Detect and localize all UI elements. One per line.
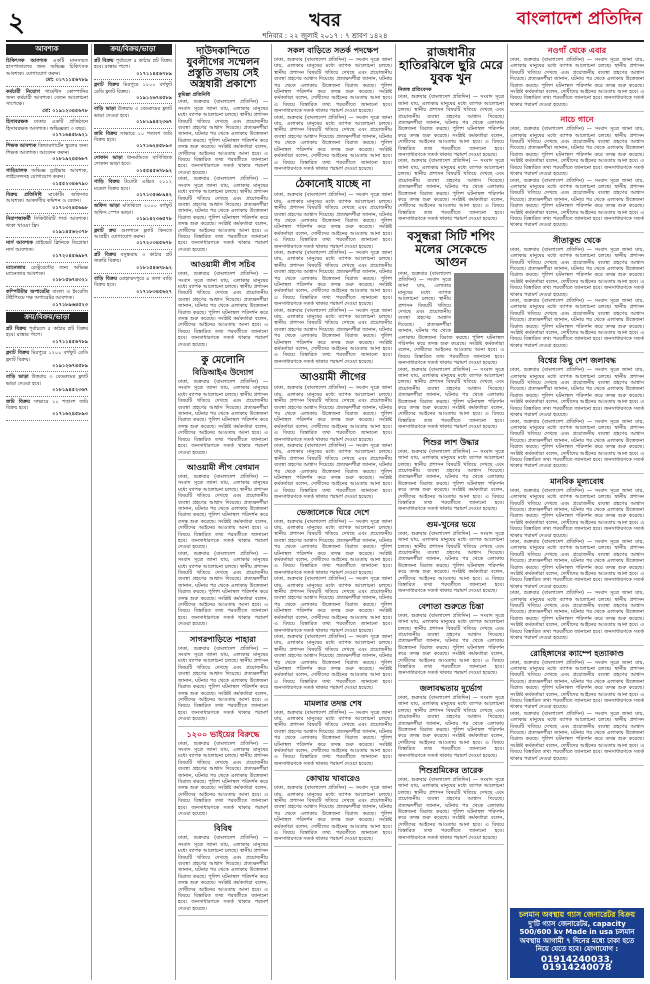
headline: রাজধানীর হাতিরঝিলে ছুরি মেরে যুবক খুন [399, 45, 503, 85]
article [274, 774, 392, 847]
ad-phone: মো: ০১৯১২৩৪৫৬৭৮ [42, 107, 88, 114]
ad-phone: ০১৯১২৬৭৪৫৮৯ [52, 363, 88, 370]
dateline: শনিবার : ২২ জুলাই ২০১৭ : ৭ শ্রাবণ ১৪২৪ [262, 32, 388, 40]
column-divider [507, 44, 508, 980]
headline: গুম-খুনের ভয়ে [426, 518, 476, 529]
article-body: ঢাকা, শুক্রবার (বাংলাদেশ প্রতিদিন) — সংবাদ সূত্রে জানা যায়, এলাকার মানুষের মধ্যে ব্যাপক আলোচনা চলছে। স্থানীয় প্রশাসন বিষয়টি খতিয়ে দেখছে এবং প্রয়োজনীয় ব্যবস্থা গ্রহণের আশ্বাস দিয়েছে। প্রত্যক্ষদর্শীরা জানান, ঘটনার পর থেকে এলাকায় উত্তেজনা বিরাজ করছে। পুলিশ ঘটনাস্থল পরিদর্শন করে তদন্ত শুরু করেছে। সংশ্লিষ্ট কর্মকর্তারা বলেন, দোষীদের আইনের আওতায় আনা হবে। এ বিষয়ে বিস্তারিত তথ্য পরবর্তীতে জানানো হবে। জনসাধারণকে সতর্ক থাকার পরামর্শ দেওয়া হয়েছে। [274, 57, 392, 115]
article-body: ঢাকা, শুক্রবার (বাংলাদেশ প্রতিদিন) — সংবাদ সূত্রে জানা যায়, এলাকার মানুষের মধ্যে ব্যাপক আলোচনা চলছে। স্থানীয় প্রশাসন বিষয়টি খতিয়ে দেখছে এবং প্রয়োজনীয় ব্যবস্থা গ্রহণের আশ্বাস দিয়েছে। প্রত্যক্ষদর্শীরা জানান, ঘটনার পর থেকে এলাকায় উত্তেজনা বিরাজ করছে। পুলিশ ঘটনাস্থল পরিদর্শন করে তদন্ত শুরু করেছে। সংশ্লিষ্ট কর্মকর্তারা বলেন, দোষীদের আইনের আওতায় আনা হবে। এ বিষয়ে বিস্তারিত তথ্য পরবর্তীতে জানানো হবে। জনসাধারণকে সতর্ক থাকার পরামর্শ দেওয়া হয়েছে। [398, 694, 504, 759]
ad-phone: ০১৭১৮৯৬৪৫২৩ [52, 301, 88, 308]
ad-title: জমি বিক্রয় [94, 130, 118, 137]
ad-phone: ০১৮১৯৪৫২৩৬৭ [136, 119, 172, 126]
article-body: ঢাকা, শুক্রবার (বাংলাদেশ প্রতিদিন) — সংবাদ সূত্রে জানা যায়, এলাকার মানুষের মধ্যে ব্যাপক আলোচনা চলছে। স্থানীয় প্রশাসন বিষয়টি খতিয়ে দেখছে এবং প্রয়োজনীয় ব্যবস্থা গ্রহণের আশ্বাস দিয়েছে। প্রত্যক্ষদর্শীরা জানান, ঘটনার পর থেকে এলাকায় উত্তেজনা বিরাজ করছে। পুলিশ ঘটনাস্থল পরিদর্শন করে তদন্ত শুরু করেছে। সংশ্লিষ্ট কর্মকর্তারা বলেন, দোষীদের আইনের আওতায় আনা হবে। এ বিষয়ে বিস্তারিত তথ্য পরবর্তীতে জানানো হবে। জনসাধারণকে সতর্ক থাকার পরামর্শ দেওয়া হয়েছে। [274, 385, 392, 443]
article-body: ঢাকা, শুক্রবার (বাংলাদেশ প্রতিদিন) — সংবাদ সূত্রে জানা যায়, এলাকার মানুষের মধ্যে ব্যাপক আলোচনা চলছে। স্থানীয় প্রশাসন বিষয়টি খতিয়ে দেখছে এবং প্রয়োজনীয় ব্যবস্থা গ্রহণের আশ্বাস দিয়েছে। প্রত্যক্ষদর্শীরা জানান, ঘটনার পর থেকে এলাকায় উত্তেজনা বিরাজ করছে। পুলিশ ঘটনাস্থল পরিদর্শন করে তদন্ত শুরু করেছে। সংশ্লিষ্ট কর্মকর্তারা বলেন, দোষীদের আইনের আওতায় আনা হবে। এ বিষয়ে বিস্তারিত তথ্য পরবর্তীতে জানানো হবে। জনসাধারণকে সতর্ক থাকার পরামর্শ দেওয়া হয়েছে। [274, 442, 392, 501]
article-body: ঢাকা, শুক্রবার (বাংলাদেশ প্রতিদিন) — সংবাদ সূত্রে জানা যায়, এলাকার মানুষের মধ্যে ব্যাপক আলোচনা চলছে। স্থানীয় প্রশাসন বিষয়টি খতিয়ে দেখছে এবং প্রয়োজনীয় ব্যবস্থা গ্রহণের আশ্বাস দিয়েছে। প্রত্যক্ষদর্শীরা জানান, ঘটনার পর থেকে এলাকায় উত্তেজনা বিরাজ করছে। পুলিশ ঘটনাস্থল পরিদর্শন করে তদন্ত শুরু করেছে। সংশ্লিষ্ট কর্মকর্তারা বলেন, দোষীদের আইনের আওতায় আনা হবে। এ বিষয়ে বিস্তারিত তথ্য পরবর্তীতে জানানো হবে। জনসাধারণকে সতর্ক থাকার পরামর্শ দেওয়া হয়েছে। [274, 785, 392, 843]
ad-phone: ০১৭২০৪৫৬৯৮৭ [52, 253, 88, 260]
classified-ad [94, 81, 172, 104]
ad-phone: ০১৮১৫৪৬৭৮৯২ [136, 264, 172, 271]
article-body: ঢাকা, শুক্রবার (বাংলাদেশ প্রতিদিন) — সংবাদ সূত্রে জানা যায়, এলাকার মানুষের মধ্যে ব্যাপক আলোচনা চলছে। স্থানীয় প্রশাসন বিষয়টি খতিয়ে দেখছে এবং প্রয়োজনীয় ব্যবস্থা গ্রহণের আশ্বাস দিয়েছে। প্রত্যক্ষদর্শীরা জানান, ঘটনার পর থেকে এলাকায় উত্তেজনা বিরাজ করছে। পুলিশ ঘটনাস্থল পরিদর্শন করে তদন্ত শুরু করেছে। সংশ্লিষ্ট কর্মকর্তারা বলেন, দোষীদের আইনের আওতায় আনা হবে। এ বিষয়ে বিস্তারিত তথ্য পরবর্তীতে জানানো হবে। জনসাধারণকে সতর্ক থাকার পরামর্শ দেওয়া হয়েছে। [510, 298, 644, 349]
headline: আওয়ামী লীগ সচিব [190, 259, 256, 270]
classified-ad [94, 275, 172, 298]
ad-phone: ০১৭১১৪৫৬৭৮৯ [136, 70, 172, 77]
article [274, 372, 392, 504]
classified-column-2 [94, 44, 172, 980]
ad-title: হিসাবরক্ষক [6, 119, 28, 126]
article-body: ঢাকা, শুক্রবার (বাংলাদেশ প্রতিদিন) — সংবাদ সূত্রে জানা যায়, এলাকার মানুষের মধ্যে ব্যাপক আলোচনা চলছে। স্থানীয় প্রশাসন বিষয়টি খতিয়ে দেখছে এবং প্রয়োজনীয় ব্যবস্থা গ্রহণের আশ্বাস দিয়েছে। প্রত্যক্ষদর্শীরা জানান, ঘটনার পর থেকে এলাকায় উত্তেজনা বিরাজ করছে। পুলিশ ঘটনাস্থল পরিদর্শন করে তদন্ত শুরু করেছে। সংশ্লিষ্ট কর্মকর্তারা বলেন, দোষীদের আইনের আওতায় আনা হবে। এ বিষয়ে বিস্তারিত তথ্য পরবর্তীতে জানানো হবে। জনসাধারণকে সতর্ক থাকার পরামর্শ দেওয়া হয়েছে। [178, 740, 268, 817]
headline: শিশুশ্রমিকের তারেক [419, 764, 483, 775]
article-body: ঢাকা, শুক্রবার (বাংলাদেশ প্রতিদিন) — সংবাদ সূত্রে জানা যায়, এলাকার মানুষের মধ্যে ব্যাপক আলোচনা চলছে। স্থানীয় প্রশাসন বিষয়টি খতিয়ে দেখছে এবং প্রয়োজনীয় ব্যবস্থা গ্রহণের আশ্বাস দিয়েছে। প্রত্যক্ষদর্শীরা জানান, ঘটনার পর থেকে এলাকায় উত্তেজনা বিরাজ করছে। পুলিশ ঘটনাস্থল পরিদর্শন করে তদন্ত শুরু করেছে। সংশ্লিষ্ট কর্মকর্তারা বলেন, দোষীদের আইনের আওতায় আনা হবে। এ বিষয়ে বিস্তারিত তথ্য পরবর্তীতে জানানো হবে। জনসাধারণকে সতর্ক থাকার পরামর্শ দেওয়া হয়েছে। [398, 94, 504, 159]
ad-body: বাংলা ও ইংরেজি টাইপিংয়ে দক্ষ অপারেটর আবশ্যক। [6, 288, 88, 302]
ad-body: উত্তরায় ৩ বেডরুমের ফ্ল্যাট ভাড়া দেওয়া হবে। [94, 106, 172, 119]
article-body: ঢাকা, শুক্রবার (বাংলাদেশ প্রতিদিন) — সংবাদ সূত্রে জানা যায়, এলাকার মানুষের মধ্যে ব্যাপক আলোচনা চলছে। স্থানীয় প্রশাসন বিষয়টি খতিয়ে দেখছে এবং প্রয়োজনীয় ব্যবস্থা গ্রহণের আশ্বাস দিয়েছে। প্রত্যক্ষদর্শীরা জানান, ঘটনার পর থেকে এলাকায় উত্তেজনা বিরাজ করছে। পুলিশ ঘটনাস্থল পরিদর্শন করে তদন্ত শুরু করেছে। সংশ্লিষ্ট কর্মকর্তারা বলেন, দোষীদের আইনের আওতায় আনা হবে। এ বিষয়ে বিস্তারিত তথ্য পরবর্তীতে জানানো হবে। জনসাধারণকে সতর্ক থাকার পরামর্শ দেওয়া হয়েছে। [510, 246, 644, 298]
classified-ad [6, 325, 88, 348]
ad-body: মতিঝিলে ২০০০ বর্গফুট অফিস স্পেস ভাড়া। [94, 203, 172, 216]
headline: সীতাকুন্ড থেকে [553, 234, 601, 245]
headline: দাউদকান্দিতে যুবলীগের সম্মেলন প্রস্তুতি সভায় সেই অস্ত্রধারী প্রকাশ্যে [186, 46, 260, 90]
article [398, 766, 504, 845]
newspaper-logo: বাংলাদেশ প্রতিদিন [516, 9, 642, 29]
classified-ad [6, 373, 88, 396]
article [510, 649, 644, 767]
ad-title: কর্মচারী নিয়োগ [6, 88, 40, 95]
article-body: ঢাকা, শুক্রবার (বাংলাদেশ প্রতিদিন) — সংবাদ সূত্রে জানা যায়, এলাকার মানুষের মধ্যে ব্যাপক আলোচনা চলছে। স্থানীয় প্রশাসন বিষয়টি খতিয়ে দেখছে এবং প্রয়োজনীয় ব্যবস্থা গ্রহণের আশ্বাস দিয়েছে। প্রত্যক্ষদর্শীরা জানান, ঘটনার পর থেকে এলাকায় উত্তেজনা বিরাজ করছে। পুলিশ ঘটনাস্থল পরিদর্শন করে তদন্ত শুরু করেছে। সংশ্লিষ্ট কর্মকর্তারা বলেন, দোষীদের আইনের আওতায় আনা হবে। এ বিষয়ে বিস্তারিত তথ্য পরবর্তীতে জানানো হবে। জনসাধারণকে সতর্ক থাকার পরামর্শ দেওয়া হয়েছে। [510, 487, 644, 539]
article [274, 179, 392, 369]
ad-body: বসুন্ধরায় ৩ কাঠার প্লট জরুরি বিক্রয়। [94, 251, 172, 265]
headline: মামলার তদন্ত শেষ [304, 697, 362, 708]
headline: ঠেকানোই যাচ্ছে না [295, 179, 371, 191]
article-body: ঢাকা, শুক্রবার (বাংলাদেশ প্রতিদিন) — সংবাদ সূত্রে জানা যায়, এলাকার মানুষের মধ্যে ব্যাপক আলোচনা চলছে। স্থানীয় প্রশাসন বিষয়টি খতিয়ে দেখছে এবং প্রয়োজনীয় ব্যবস্থা গ্রহণের আশ্বাস দিয়েছে। প্রত্যক্ষদর্শীরা জানান, ঘটনার পর থেকে এলাকায় উত্তেজনা বিরাজ করছে। পুলিশ ঘটনাস্থল পরিদর্শন করে তদন্ত শুরু করেছে। সংশ্লিষ্ট কর্মকর্তারা বলেন, দোষীদের আইনের আওতায় আনা হবে। এ বিষয়ে বিস্তারিত তথ্য পরবর্তীতে জানানো হবে। জনসাধারণকে সতর্ক থাকার পরামর্শ দেওয়া হয়েছে। [274, 307, 392, 365]
classified-column-1 [6, 44, 88, 980]
subheadline: বিডিআইএ উদ্যোগ [192, 367, 254, 378]
article-body: ঢাকা, শুক্রবার (বাংলাদেশ প্রতিদিন) — সংবাদ সূত্রে জানা যায়, এলাকার মানুষের মধ্যে ব্যাপক আলোচনা চলছে। স্থানীয় প্রশাসন বিষয়টি খতিয়ে দেখছে এবং প্রয়োজনীয় ব্যবস্থা গ্রহণের আশ্বাস দিয়েছে। প্রত্যক্ষদর্শীরা জানান, ঘটনার পর থেকে এলাকায় উত্তেজনা বিরাজ করছে। পুলিশ ঘটনাস্থল পরিদর্শন করে তদন্ত শুরু করেছে। সংশ্লিষ্ট কর্মকর্তারা বলেন, দোষীদের আইনের আওতায় আনা হবে। এ বিষয়ে বিস্তারিত তথ্য পরবর্তীতে জানানো হবে। জনসাধারণকে সতর্ক থাকার পরামর্শ দেওয়া হয়েছে। [398, 158, 504, 223]
article-body: ঢাকা, শুক্রবার (বাংলাদেশ প্রতিদিন) — সংবাদ সূত্রে জানা যায়, এলাকার মানুষের মধ্যে ব্যাপক আলোচনা চলছে। স্থানীয় প্রশাসন বিষয়টি খতিয়ে দেখছে এবং প্রয়োজনীয় ব্যবস্থা গ্রহণের আশ্বাস দিয়েছে। প্রত্যক্ষদর্শীরা জানান, ঘটনার পর থেকে এলাকায় উত্তেজনা বিরাজ করছে। পুলিশ ঘটনাস্থল পরিদর্শন করে তদন্ত শুরু করেছে। সংশ্লিষ্ট কর্মকর্তারা বলেন, দোষীদের আইনের আওতায় আনা হবে। এ বিষয়ে বিস্তারিত তথ্য পরবর্তীতে জানানো হবে। জনসাধারণকে সতর্ক থাকার পরামর্শ দেওয়া হয়েছে। [178, 271, 268, 348]
ad-body: ধানমন্ডিতে বাণিজ্যিক দোকান ভাড়া হবে। [94, 154, 172, 168]
article-body: ঢাকা, শুক্রবার (বাংলাদেশ প্রতিদিন) — সংবাদ সূত্রে জানা যায়, এলাকার মানুষের মধ্যে ব্যাপক আলোচনা চলছে। স্থানীয় প্রশাসন বিষয়টি খতিয়ে দেখছে এবং প্রয়োজনীয় ব্যবস্থা গ্রহণের আশ্বাস দিয়েছে। প্রত্যক্ষদর্শীরা জানান, ঘটনার পর থেকে এলাকায় উত্তেজনা বিরাজ করছে। পুলিশ ঘটনাস্থল পরিদর্শন করে তদন্ত শুরু করেছে। সংশ্লিষ্ট কর্মকর্তারা বলেন, দোষীদের আইনের আওতায় আনা হবে। এ বিষয়ে বিস্তারিত তথ্য পরবর্তীতে জানানো হবে। জনসাধারণকে সতর্ক থাকার পরামর্শ দেওয়া হয়েছে। [178, 835, 268, 912]
ads-header-buysell: ক্রয়/বিক্রয়/ভাড়া [6, 312, 88, 323]
ad-title: ম্যানেজার [6, 264, 26, 271]
news-column-4 [274, 44, 392, 980]
article [398, 602, 504, 681]
ad-title: নার্স আবশ্যক [6, 240, 33, 247]
ad-body: উত্তরায় ৩ বেডরুমের ফ্ল্যাট ভাড়া দেওয়া হবে। [6, 374, 88, 387]
ad-body: মিরপুরে ১২০০ বর্গফুট রেডি ফ্ল্যাট বিক্রয়। [6, 350, 88, 363]
classified-ad [94, 202, 172, 225]
ad-phone: মো: ০১৭১১৫৬৭৮৯ [45, 77, 88, 84]
ad-phone: ০১৭১৬২৪৫৮৯৩ [136, 143, 172, 150]
ad-phone: ০১৮১৫৬৭৪৩২১ [52, 277, 88, 284]
ad-title: শিক্ষক আবশ্যক [6, 143, 37, 150]
headline: ১২০০ ভাইয়ের বিরুদ্ধে [186, 728, 260, 739]
column-divider [91, 44, 92, 980]
column-divider [271, 44, 272, 980]
article-body: ঢাকা, শুক্রবার (বাংলাদেশ প্রতিদিন) — সংবাদ সূত্রে জানা যায়, এলাকার মানুষের মধ্যে ব্যাপক আলোচনা চলছে। স্থানীয় প্রশাসন বিষয়টি খতিয়ে দেখছে এবং প্রয়োজনীয় ব্যবস্থা গ্রহণের আশ্বাস দিয়েছে। প্রত্যক্ষদর্শীরা জানান, ঘটনার পর থেকে এলাকায় উত্তেজনা বিরাজ করছে। পুলিশ ঘটনাস্থল পরিদর্শন করে তদন্ত শুরু করেছে। সংশ্লিষ্ট কর্মকর্তারা বলেন, দোষীদের আইনের আওতায় আনা হবে। এ বিষয়ে বিস্তারিত তথ্য পরবর্তীতে জানানো হবে। জনসাধারণকে সতর্ক থাকার পরামর্শ দেওয়া হয়েছে। [178, 176, 268, 253]
classified-ad [6, 167, 88, 190]
ad-list [6, 57, 88, 311]
ad-body: কিন্ডারগার্টেন স্কুলের জন্য শিক্ষক আবশ্যক। আবেদন করুন। [6, 143, 88, 156]
article [274, 699, 392, 772]
ad-body: গার্মেন্টস কোম্পানির জন্য কর্মচারী আবশ্যক। বেতন আলোচনা সাপেক্ষে। [6, 88, 88, 108]
ad-title: বিক্রয় প্রতিনিধি [6, 191, 42, 198]
ad-title: জমি বিক্রয় [6, 398, 30, 405]
classified-ad [6, 239, 88, 262]
column-divider [175, 44, 176, 980]
headline: মানবিক মূল্যবোধ [550, 475, 604, 486]
article-body: ঢাকা, শুক্রবার (বাংলাদেশ প্রতিদিন) — সংবাদ সূত্রে জানা যায়, এলাকার মানুষের মধ্যে ব্যাপক আলোচনা চলছে। স্থানীয় প্রশাসন বিষয়টি খতিয়ে দেখছে এবং প্রয়োজনীয় ব্যবস্থা গ্রহণের আশ্বাস দিয়েছে। প্রত্যক্ষদর্শীরা জানান, ঘটনার পর থেকে এলাকায় উত্তেজনা বিরাজ করছে। পুলিশ ঘটনাস্থল পরিদর্শন করে তদন্ত শুরু করেছে। সংশ্লিষ্ট কর্মকর্তারা বলেন, দোষীদের আইনের আওতায় আনা হবে। এ বিষয়ে বিস্তারিত তথ্য পরবর্তীতে জানানো হবে। জনসাধারণকে সতর্ক থাকার পরামর্শ দেওয়া হয়েছে। [274, 114, 392, 172]
headline: নাচে গানে [560, 114, 594, 125]
ad-body: মার্কেটিং অফিসার আবশ্যক। আকর্ষণীয় কমিশন ও বেতন। [6, 191, 88, 205]
ad-body: পূর্বাচলে ৫ কাঠার প্লট বিক্রয় হবে। রাস্তার পাশে। [94, 58, 172, 71]
ad-list [6, 325, 88, 421]
ad-title: বাড়ি ভাড়া [94, 106, 116, 113]
article-body: ঢাকা, শুক্রবার (বাংলাদেশ প্রতিদিন) — সংবাদ সূত্রে জানা যায়, এলাকার মানুষের মধ্যে ব্যাপক আলোচনা চলছে। স্থানীয় প্রশাসন বিষয়টি খতিয়ে দেখছে এবং প্রয়োজনীয় ব্যবস্থা গ্রহণের আশ্বাস দিয়েছে। প্রত্যক্ষদর্শীরা জানান, ঘটনার পর থেকে এলাকায় উত্তেজনা বিরাজ করছে। পুলিশ ঘটনাস্থল পরিদর্শন করে তদন্ত শুরু করেছে। সংশ্লিষ্ট কর্মকর্তারা বলেন, দোষীদের আইনের আওতায় আনা হবে। এ বিষয়ে বিস্তারিত তথ্য পরবর্তীতে জানানো হবে। জনসাধারণকে সতর্ক থাকার পরামর্শ দেওয়া হয়েছে। [178, 379, 268, 456]
ad-phone: ০১৭১৬৪৫৮৯২১ [52, 132, 88, 139]
headline: কোথায় খাবারেও [305, 773, 360, 784]
ad-title: বাড়ি ভাড়া [6, 374, 29, 381]
ad-phone: ০১৮১৯২৪৫৬৮৭ [52, 156, 88, 163]
news-column-5 [398, 44, 504, 980]
ad-phone-numbers: 01914240033, 01914240078 [540, 954, 614, 973]
ad-body: মিরপুরে ১২০০ বর্গফুট রেডি ফ্ল্যাট বিক্রয়। [94, 82, 172, 95]
ad-body: দু'টি গ্যাস জেনারেটর, capacity 500/600 kv Made in usa চলমান অবস্থায় আগামী ৭ দিনের মধ্যে ঢাকা হতে নিয়ে যেতে হবে। যোগাযোগ : [519, 919, 635, 953]
ad-title: দোকান ভাড়া [94, 154, 123, 161]
article-body: ঢাকা, শুক্রবার (বাংলাদেশ প্রতিদিন) — সংবাদ সূত্রে জানা যায়, এলাকার মানুষের মধ্যে ব্যাপক আলোচনা চলছে। স্থানীয় প্রশাসন বিষয়টি খতিয়ে দেখছে এবং প্রয়োজনীয় ব্যবস্থা গ্রহণের আশ্বাস দিয়েছে। প্রত্যক্ষদর্শীরা জানান, ঘটনার পর থেকে এলাকায় উত্তেজনা বিরাজ করছে। পুলিশ ঘটনাস্থল পরিদর্শন করে তদন্ত শুরু করেছে। সংশ্লিষ্ট কর্মকর্তারা বলেন, দোষীদের আইনের আওতায় আনা হবে। এ বিষয়ে বিস্তারিত তথ্য পরবর্তীতে জানানো হবে। জনসাধারণকে সতর্ক থাকার পরামর্শ দেওয়া হয়েছে। [274, 633, 392, 692]
article-body: ঢাকা, শুক্রবার (বাংলাদেশ প্রতিদিন) — সংবাদ সূত্রে জানা যায়, এলাকার মানুষের মধ্যে ব্যাপক আলোচনা চলছে। স্থানীয় প্রশাসন বিষয়টি খতিয়ে দেখছে এবং প্রয়োজনীয় ব্যবস্থা গ্রহণের আশ্বাস দিয়েছে। প্রত্যক্ষদর্শীরা জানান, ঘটনার পর থেকে এলাকায় উত্তেজনা বিরাজ করছে। পুলিশ ঘটনাস্থল পরিদর্শন করে তদন্ত শুরু করেছে। সংশ্লিষ্ট কর্মকর্তারা বলেন, দোষীদের আইনের আওতায় আনা হবে। এ বিষয়ে বিস্তারিত তথ্য পরবর্তীতে জানানো হবে। জনসাধারণকে সতর্ক থাকার পরামর্শ দেওয়া হয়েছে। [274, 518, 392, 576]
headline: সাগরপাড়িতে পাহারা [190, 633, 256, 644]
ad-title: চলমান অবস্থায় গ্যাস জেনারেটর বিক্রয় [518, 910, 636, 919]
ad-phone: ০১৭২০৩৪৫৬৭৮ [136, 240, 172, 247]
headline: আওয়ামী লীগ বেগমান [186, 461, 260, 472]
article-body: ঢাকা, শুক্রবার (বাংলাদেশ প্রতিদিন) — সংবাদ সূত্রে জানা যায়, এলাকার মানুষের মধ্যে ব্যাপক আলোচনা চলছে। স্থানীয় প্রশাসন বিষয়টি খতিয়ে দেখছে এবং প্রয়োজনীয় ব্যবস্থা গ্রহণের আশ্বাস দিয়েছে। প্রত্যক্ষদর্শীরা জানান, ঘটনার পর থেকে এলাকায় উত্তেজনা বিরাজ করছে। পুলিশ ঘটনাস্থল পরিদর্শন করে তদন্ত শুরু করেছে। সংশ্লিষ্ট কর্মকর্তারা বলেন, দোষীদের আইনের আওতায় আনা হবে। এ বিষয়ে বিস্তারিত তথ্য পরবর্তীতে জানানো হবে। জনসাধারণকে সতর্ক থাকার পরামর্শ দেওয়া হয়েছে। [510, 659, 644, 711]
ad-body: টয়োটা এক্সিও ২০১২ মডেল বিক্রয় হবে। [94, 179, 172, 192]
ad-title: নিরাপত্তাকর্মী [6, 216, 31, 223]
ad-phone: ০১৯১৪৫৬২৩৭৮ [52, 228, 88, 235]
byline: কুমিল্লা প্রতিনিধি [178, 92, 211, 98]
headline: শিশুর লাশ উদ্ধার [423, 436, 479, 447]
ad-title: বাড়ি বিক্রয় [94, 275, 117, 282]
ad-title: প্লট বিক্রয় [94, 58, 114, 64]
article-body: ঢাকা, শুক্রবার (বাংলাদেশ প্রতিদিন) — সংবাদ সূত্রে জানা যায়, এলাকার মানুষের মধ্যে ব্যাপক আলোচনা চলছে। স্থানীয় প্রশাসন বিষয়টি খতিয়ে দেখছে এবং প্রয়োজনীয় ব্যবস্থা গ্রহণের আশ্বাস দিয়েছে। প্রত্যক্ষদর্শীরা জানান, ঘটনার পর থেকে এলাকায় উত্তেজনা বিরাজ করছে। পুলিশ ঘটনাস্থল পরিদর্শন করে তদন্ত শুরু করেছে। সংশ্লিষ্ট কর্মকর্তারা বলেন, দোষীদের আইনের আওতায় আনা হবে। এ বিষয়ে বিস্তারিত তথ্য পরবর্তীতে জানানো হবে। জনসাধারণকে সতর্ক থাকার পরামর্শ দেওয়া হয়েছে। [274, 192, 392, 250]
article-body: ঢাকা, শুক্রবার (বাংলাদেশ প্রতিদিন) — সংবাদ সূত্রে জানা যায়, এলাকার মানুষের মধ্যে ব্যাপক আলোচনা চলছে। স্থানীয় প্রশাসন বিষয়টি খতিয়ে দেখছে এবং প্রয়োজনীয় ব্যবস্থা গ্রহণের আশ্বাস দিয়েছে। প্রত্যক্ষদর্শীরা জানান, ঘটনার পর থেকে এলাকায় উত্তেজনা বিরাজ করছে। পুলিশ ঘটনাস্থল পরিদর্শন করে তদন্ত শুরু করেছে। সংশ্লিষ্ট কর্মকর্তারা বলেন, দোষীদের আইনের আওতায় আনা হবে। এ বিষয়ে বিস্তারিত তথ্য পরবর্তীতে জানানো হবে। জনসাধারণকে সতর্ক থাকার পরামর্শ দেওয়া হয়েছে। [510, 418, 644, 470]
ads-header-buysell: ক্রয়/বিক্রয়/ভাড়া [94, 44, 172, 55]
article [178, 730, 268, 822]
ad-title: প্লট বিক্রয় [94, 251, 117, 258]
article [510, 356, 644, 474]
byline: নিজস্ব প্রতিবেদক [398, 87, 432, 93]
ad-phone: ০১৭১৮৩৪৫৬২৭ [136, 288, 172, 295]
ad-title: কম্পিউটার অপারেটর [6, 288, 50, 295]
ad-list [94, 57, 172, 298]
classified-ad [6, 118, 88, 141]
page-number: ২ [8, 8, 25, 38]
article [178, 260, 268, 352]
ad-phone: ০১৭১৩২৪৫৬৯৮ [52, 204, 88, 211]
ad-body: ঢাকার একটি প্রতিষ্ঠানে হিসাবরক্ষক আবশ্যক। অভিজ্ঞতা ৩ বছর। [6, 119, 88, 132]
ad-phone: ০১৯১২৬৭৪৫৮৯ [136, 95, 172, 102]
article-body: ঢাকা, শুক্রবার (বাংলাদেশ প্রতিদিন) — সংবাদ সূত্রে জানা যায়, এলাকার মানুষের মধ্যে ব্যাপক আলোচনা চলছে। স্থানীয় প্রশাসন বিষয়টি খতিয়ে দেখছে এবং প্রয়োজনীয় ব্যবস্থা গ্রহণের আশ্বাস দিয়েছে। প্রত্যক্ষদর্শীরা জানান, ঘটনার পর থেকে এলাকায় উত্তেজনা বিরাজ করছে। পুলিশ ঘটনাস্থল পরিদর্শন করে তদন্ত শুরু করেছে। সংশ্লিষ্ট কর্মকর্তারা বলেন, দোষীদের আইনের আওতায় আনা হবে। এ বিষয়ে বিস্তারিত তথ্য পরবর্তীতে জানানো হবে। জনসাধারণকে সতর্ক থাকার পরামর্শ দেওয়া হয়েছে। [398, 270, 504, 367]
classified-ad [6, 57, 88, 87]
headline: বিশ্বের কিছু দেশ জলাবদ্ধ [538, 355, 616, 366]
article-body: ঢাকা, শুক্রবার (বাংলাদেশ প্রতিদিন) — সংবাদ সূত্রে জানা যায়, এলাকার মানুষের মধ্যে ব্যাপক আলোচনা চলছে। স্থানীয় প্রশাসন বিষয়টি খতিয়ে দেখছে এবং প্রয়োজনীয় ব্যবস্থা গ্রহণের আশ্বাস দিয়েছে। প্রত্যক্ষদর্শীরা জানান, ঘটনার পর থেকে এলাকায় উত্তেজনা বিরাজ করছে। পুলিশ ঘটনাস্থল পরিদর্শন করে তদন্ত শুরু করেছে। সংশ্লিষ্ট কর্মকর্তারা বলেন, দোষীদের আইনের আওতায় আনা হবে। এ বিষয়ে বিস্তারিত তথ্য পরবর্তীতে জানানো হবে। জনসাধারণকে সতর্ক থাকার পরামর্শ দেওয়া হয়েছে। [274, 576, 392, 634]
ad-body: অভিজ্ঞ ড্রাইভার আবশ্যক, লাইসেন্সসহ যোগাযোগ করুন। [6, 167, 88, 181]
ad-phone: ০১৫৫২৩৪৬৭৯০ [52, 180, 88, 187]
article-body: ঢাকা, শুক্রবার (বাংলাদেশ প্রতিদিন) — সংবাদ সূত্রে জানা যায়, এলাকার মানুষের মধ্যে ব্যাপক আলোচনা চলছে। স্থানীয় প্রশাসন বিষয়টি খতিয়ে দেখছে এবং প্রয়োজনীয় ব্যবস্থা গ্রহণের আশ্বাস দিয়েছে। প্রত্যক্ষদর্শীরা জানান, ঘটনার পর থেকে এলাকায় উত্তেজনা বিরাজ করছে। পুলিশ ঘটনাস্থল পরিদর্শন করে তদন্ত শুরু করেছে। সংশ্লিষ্ট কর্মকর্তারা বলেন, দোষীদের আইনের আওতায় আনা হবে। এ বিষয়ে বিস্তারিত তথ্য পরবর্তীতে জানানো হবে। জনসাধারণকে সতর্ক থাকার পরামর্শ দেওয়া হয়েছে। [510, 539, 644, 590]
article-body: ঢাকা, শুক্রবার (বাংলাদেশ প্রতিদিন) — সংবাদ সূত্রে জানা যায়, এলাকার মানুষের মধ্যে ব্যাপক আলোচনা চলছে। স্থানীয় প্রশাসন বিষয়টি খতিয়ে দেখছে এবং প্রয়োজনীয় ব্যবস্থা গ্রহণের আশ্বাস দিয়েছে। প্রত্যক্ষদর্শীরা জানান, ঘটনার পর থেকে এলাকায় উত্তেজনা বিরাজ করছে। পুলিশ ঘটনাস্থল পরিদর্শন করে তদন্ত শুরু করেছে। সংশ্লিষ্ট কর্মকর্তারা বলেন, দোষীদের আইনের আওতায় আনা হবে। এ বিষয়ে বিস্তারিত তথ্য পরবর্তীতে জানানো হবে। জনসাধারণকে সতর্ক থাকার পরামর্শ দেওয়া হয়েছে। [510, 57, 644, 108]
ad-body: রেস্টুরেন্টের জন্য অভিজ্ঞ ম্যানেজার আবশ্যক। [6, 264, 88, 277]
article [178, 463, 268, 632]
classified-ad [94, 178, 172, 201]
news-photo [454, 273, 504, 333]
classified-ad [6, 142, 88, 165]
article [510, 236, 644, 354]
ad-body: সিকিউরিটি গার্ড আবশ্যক। থাকা খাওয়া ফ্রি। [6, 216, 88, 229]
headline: ভেজালেকে ঘিরে দেশে [296, 506, 370, 517]
article [178, 355, 268, 460]
ad-title: প্লট বিক্রয় [6, 326, 27, 332]
article-body: ঢাকা, শুক্রবার (বাংলাদেশ প্রতিদিন) — সংবাদ সূত্রে জানা যায়, এলাকার মানুষের মধ্যে ব্যাপক আলোচনা চলছে। স্থানীয় প্রশাসন বিষয়টি খতিয়ে দেখছে এবং প্রয়োজনীয় ব্যবস্থা গ্রহণের আশ্বাস দিয়েছে। প্রত্যক্ষদর্শীরা জানান, ঘটনার পর থেকে এলাকায় উত্তেজনা বিরাজ করছে। পুলিশ ঘটনাস্থল পরিদর্শন করে তদন্ত শুরু করেছে। সংশ্লিষ্ট কর্মকর্তারা বলেন, দোষীদের আইনের আওতায় আনা হবে। এ বিষয়ে বিস্তারিত তথ্য পরবর্তীতে জানানো হবে। জনসাধারণকে সতর্ক থাকার পরামর্শ দেওয়া হয়েছে। [510, 710, 644, 762]
news-column-6 [510, 44, 644, 904]
headline: বেশাতা শুরুতে চিন্তা [418, 600, 484, 611]
article-body: ঢাকা, শুক্রবার (বাংলাদেশ প্রতিদিন) — সংবাদ সূত্রে জানা যায়, এলাকার মানুষের মধ্যে ব্যাপক আলোচনা চলছে। স্থানীয় প্রশাসন বিষয়টি খতিয়ে দেখছে এবং প্রয়োজনীয় ব্যবস্থা গ্রহণের আশ্বাস দিয়েছে। প্রত্যক্ষদর্শীরা জানান, ঘটনার পর থেকে এলাকায় উত্তেজনা বিরাজ করছে। পুলিশ ঘটনাস্থল পরিদর্শন করে তদন্ত শুরু করেছে। সংশ্লিষ্ট কর্মকর্তারা বলেন, দোষীদের আইনের আওতায় আনা হবে। এ বিষয়ে বিস্তারিত তথ্য পরবর্তীতে জানানো হবে। জনসাধারণকে সতর্ক থাকার পরামর্শ দেওয়া হয়েছে। [274, 709, 392, 767]
article-body: ঢাকা, শুক্রবার (বাংলাদেশ প্রতিদিন) — সংবাদ সূত্রে জানা যায়, এলাকার মানুষের মধ্যে ব্যাপক আলোচনা চলছে। স্থানীয় প্রশাসন বিষয়টি খতিয়ে দেখছে এবং প্রয়োজনীয় ব্যবস্থা গ্রহণের আশ্বাস দিয়েছে। প্রত্যক্ষদর্শীরা জানান, ঘটনার পর থেকে এলাকায় উত্তেজনা বিরাজ করছে। পুলিশ ঘটনাস্থল পরিদর্শন করে তদন্ত শুরু করেছে। সংশ্লিষ্ট কর্মকর্তারা বলেন, দোষীদের আইনের আওতায় আনা হবে। এ বিষয়ে বিস্তারিত তথ্য পরবর্তীতে জানানো হবে। জনসাধারণকে সতর্ক থাকার পরামর্শ দেওয়া হয়েছে। [178, 473, 268, 551]
headline: নওগাঁ থেকে এবার [547, 45, 607, 55]
ads-header-wanted: আবশ্যক [6, 44, 88, 55]
classified-ad [94, 227, 172, 250]
classified-ad [6, 215, 88, 238]
headline: জলাবদ্ধতায় দুর্ভোগ [419, 682, 483, 693]
news-column-3 [178, 44, 268, 980]
article [398, 230, 504, 435]
article-body: ঢাকা, শুক্রবার (বাংলাদেশ প্রতিদিন) — সংবাদ সূত্রে জানা যায়, এলাকার মানুষের মধ্যে ব্যাপক আলোচনা চলছে। স্থানীয় প্রশাসন বিষয়টি খতিয়ে দেখছে এবং প্রয়োজনীয় ব্যবস্থা গ্রহণের আশ্বাস দিয়েছে। প্রত্যক্ষদর্শীরা জানান, ঘটনার পর থেকে এলাকায় উত্তেজনা বিরাজ করছে। পুলিশ ঘটনাস্থল পরিদর্শন করে তদন্ত শুরু করেছে। সংশ্লিষ্ট কর্মকর্তারা বলেন, দোষীদের আইনের আওতায় আনা হবে। এ বিষয়ে বিস্তারিত তথ্য পরবর্তীতে জানানো হবে। জনসাধারণকে সতর্ক থাকার পরামর্শ দেওয়া হয়েছে। [398, 366, 504, 431]
classified-ad [6, 88, 88, 118]
ad-title: অফিস ভাড়া [94, 203, 120, 210]
generator-sale-ad [510, 908, 644, 978]
article [398, 520, 504, 599]
article [274, 508, 392, 696]
classified-ad [6, 398, 88, 421]
article-body: ঢাকা, শুক্রবার (বাংলাদেশ প্রতিদিন) — সংবাদ সূত্রে জানা যায়, এলাকার মানুষের মধ্যে ব্যাপক আলোচনা চলছে। স্থানীয় প্রশাসন বিষয়টি খতিয়ে দেখছে এবং প্রয়োজনীয় ব্যবস্থা গ্রহণের আশ্বাস দিয়েছে। প্রত্যক্ষদর্শীরা জানান, ঘটনার পর থেকে এলাকায় উত্তেজনা বিরাজ করছে। পুলিশ ঘটনাস্থল পরিদর্শন করে তদন্ত শুরু করেছে। সংশ্লিষ্ট কর্মকর্তারা বলেন, দোষীদের আইনের আওতায় আনা হবে। এ বিষয়ে বিস্তারিত তথ্য পরবর্তীতে জানানো হবে। জনসাধারণকে সতর্ক থাকার পরামর্শ দেওয়া হয়েছে। [510, 590, 644, 642]
ad-title: চিকিৎসক আবশ্যক [6, 58, 47, 64]
masthead-rule [6, 40, 644, 42]
article-body: ঢাকা, শুক্রবার (বাংলাদেশ প্রতিদিন) — সংবাদ সূত্রে জানা যায়, এলাকার মানুষের মধ্যে ব্যাপক আলোচনা চলছে। স্থানীয় প্রশাসন বিষয়টি খতিয়ে দেখছে এবং প্রয়োজনীয় ব্যবস্থা গ্রহণের আশ্বাস দিয়েছে। প্রত্যক্ষদর্শীরা জানান, ঘটনার পর থেকে এলাকায় উত্তেজনা বিরাজ করছে। পুলিশ ঘটনাস্থল পরিদর্শন করে তদন্ত শুরু করেছে। সংশ্লিষ্ট কর্মকর্তারা বলেন, দোষীদের আইনের আওতায় আনা হবে। এ বিষয়ে বিস্তারিত তথ্য পরবর্তীতে জানানো হবে। জনসাধারণকে সতর্ক থাকার পরামর্শ দেওয়া হয়েছে। [398, 530, 504, 595]
article [398, 684, 504, 763]
ad-phone: ০১৯১৪২৩৬৫৭৮ [136, 216, 172, 223]
article [398, 438, 504, 517]
ad-phone: ০১৭১৬২৪৫৮৯৩ [52, 411, 88, 418]
ad-title: ফ্ল্যাট বিক্রয় [94, 82, 120, 89]
article-body: ঢাকা, শুক্রবার (বাংলাদেশ প্রতিদিন) — সংবাদ সূত্রে জানা যায়, এলাকার মানুষের মধ্যে ব্যাপক আলোচনা চলছে। স্থানীয় প্রশাসন বিষয়টি খতিয়ে দেখছে এবং প্রয়োজনীয় ব্যবস্থা গ্রহণের আশ্বাস দিয়েছে। প্রত্যক্ষদর্শীরা জানান, ঘটনার পর থেকে এলাকায় উত্তেজনা বিরাজ করছে। পুলিশ ঘটনাস্থল পরিদর্শন করে তদন্ত শুরু করেছে। সংশ্লিষ্ট কর্মকর্তারা বলেন, দোষীদের আইনের আওতায় আনা হবে। এ বিষয়ে বিস্তারিত তথ্য পরবর্তীতে জানানো হবে। জনসাধারণকে সতর্ক থাকার পরামর্শ দেওয়া হয়েছে। [398, 776, 504, 841]
article [274, 46, 392, 176]
classified-ad [94, 130, 172, 153]
article [178, 824, 268, 916]
ad-title: ফ্ল্যাট বিক্রয় [6, 350, 30, 357]
ad-phone: ০১৭১৩৫৬৮৯৪২ [136, 191, 172, 198]
classified-ad [6, 288, 88, 311]
article [178, 635, 268, 727]
classified-ad [94, 154, 172, 177]
ad-body: মোহাম্মদপুরে ৪ তলা বাড়ি বিক্রয় হবে। [94, 275, 172, 289]
ad-body: প্রাইভেট ক্লিনিকে ডিপ্লোমা নার্স আবশ্যক। [6, 240, 88, 253]
ad-title: ফ্ল্যাট ক্রয় [94, 227, 116, 234]
ad-title: গাড়ি বিক্রয় [94, 179, 120, 186]
classified-ad [6, 191, 88, 214]
ad-body: পূর্বাচলে ৫ কাঠার প্লট বিক্রয় হবে। রাস্তার পাশে। [6, 326, 88, 339]
masthead [0, 0, 650, 40]
classified-ad [94, 105, 172, 128]
article-body: ঢাকা, শুক্রবার (বাংলাদেশ প্রতিদিন) — সংবাদ সূত্রে জানা যায়, এলাকার মানুষের মধ্যে ব্যাপক আলোচনা চলছে। স্থানীয় প্রশাসন বিষয়টি খতিয়ে দেখছে এবং প্রয়োজনীয় ব্যবস্থা গ্রহণের আশ্বাস দিয়েছে। প্রত্যক্ষদর্শীরা জানান, ঘটনার পর থেকে এলাকায় উত্তেজনা বিরাজ করছে। পুলিশ ঘটনাস্থল পরিদর্শন করে তদন্ত শুরু করেছে। সংশ্লিষ্ট কর্মকর্তারা বলেন, দোষীদের আইনের আওতায় আনা হবে। এ বিষয়ে বিস্তারিত তথ্য পরবর্তীতে জানানো হবে। জনসাধারণকে সতর্ক থাকার পরামর্শ দেওয়া হয়েছে। [398, 448, 504, 513]
classified-ad [6, 264, 88, 287]
ad-body: সাভারে ১০ শতাংশ জমি বিক্রয় হবে। [6, 398, 88, 412]
article [398, 46, 504, 227]
headline: কু মেলোনি [201, 355, 245, 367]
ad-body: গুলশানে ফ্ল্যাট কিনতে আগ্রহী। যোগাযোগ করুন। [94, 227, 172, 240]
headline: রোহিঙ্গাদের ক্যাম্পে হত্যাকাণ্ড [530, 647, 624, 658]
column-divider [395, 44, 396, 980]
article-body: ঢাকা, শুক্রবার (বাংলাদেশ প্রতিদিন) — সংবাদ সূত্রে জানা যায়, এলাকার মানুষের মধ্যে ব্যাপক আলোচনা চলছে। স্থানীয় প্রশাসন বিষয়টি খতিয়ে দেখছে এবং প্রয়োজনীয় ব্যবস্থা গ্রহণের আশ্বাস দিয়েছে। প্রত্যক্ষদর্শীরা জানান, ঘটনার পর থেকে এলাকায় উত্তেজনা বিরাজ করছে। পুলিশ ঘটনাস্থল পরিদর্শন করে তদন্ত শুরু করেছে। সংশ্লিষ্ট কর্মকর্তারা বলেন, দোষীদের আইনের আওতায় আনা হবে। এ বিষয়ে বিস্তারিত তথ্য পরবর্তীতে জানানো হবে। জনসাধারণকে সতর্ক থাকার পরামর্শ দেওয়া হয়েছে। [178, 550, 268, 628]
ad-phone: ০১৭১১৪৫৬৭৮৯ [52, 338, 88, 345]
ad-body: একটি মানসম্মত হাসপাতালের জন্য অভিজ্ঞ চিকিৎসক আবশ্যক। যোগাযোগ করুন। [6, 58, 88, 77]
classified-ad [6, 349, 88, 372]
section-title: খবর [309, 10, 341, 31]
ad-body: সাভারে ১০ শতাংশ জমি বিক্রয় হবে। [94, 130, 172, 144]
headline: সকল বাড়িতে সতর্ক পদক্ষেপ [287, 45, 379, 55]
ad-phone: ০১৮১৯৪৫২৩৬৭ [52, 387, 88, 394]
ad-title: গাড়িচালক [6, 167, 28, 174]
article [510, 46, 644, 112]
article [510, 477, 644, 646]
article [510, 115, 644, 233]
headline: বিবিধ [214, 823, 232, 834]
article-body: ঢাকা, শুক্রবার (বাংলাদেশ প্রতিদিন) — সংবাদ সূত্রে জানা যায়, এলাকার মানুষের মধ্যে ব্যাপক আলোচনা চলছে। স্থানীয় প্রশাসন বিষয়টি খতিয়ে দেখছে এবং প্রয়োজনীয় ব্যবস্থা গ্রহণের আশ্বাস দিয়েছে। প্রত্যক্ষদর্শীরা জানান, ঘটনার পর থেকে এলাকায় উত্তেজনা বিরাজ করছে। পুলিশ ঘটনাস্থল পরিদর্শন করে তদন্ত শুরু করেছে। সংশ্লিষ্ট কর্মকর্তারা বলেন, দোষীদের আইনের আওতায় আনা হবে। এ বিষয়ে বিস্তারিত তথ্য পরবর্তীতে জানানো হবে। জনসাধারণকে সতর্ক থাকার পরামর্শ দেওয়া হয়েছে। [510, 367, 644, 419]
article-body: ঢাকা, শুক্রবার (বাংলাদেশ প্রতিদিন) — সংবাদ সূত্রে জানা যায়, এলাকার মানুষের মধ্যে ব্যাপক আলোচনা চলছে। স্থানীয় প্রশাসন বিষয়টি খতিয়ে দেখছে এবং প্রয়োজনীয় ব্যবস্থা গ্রহণের আশ্বাস দিয়েছে। প্রত্যক্ষদর্শীরা জানান, ঘটনার পর থেকে এলাকায় উত্তেজনা বিরাজ করছে। পুলিশ ঘটনাস্থল পরিদর্শন করে তদন্ত শুরু করেছে। সংশ্লিষ্ট কর্মকর্তারা বলেন, দোষীদের আইনের আওতায় আনা হবে। এ বিষয়ে বিস্তারিত তথ্য পরবর্তীতে জানানো হবে। জনসাধারণকে সতর্ক থাকার পরামর্শ দেওয়া হয়েছে। [178, 645, 268, 723]
article [178, 46, 268, 257]
article-body: ঢাকা, শুক্রবার (বাংলাদেশ প্রতিদিন) — সংবাদ সূত্রে জানা যায়, এলাকার মানুষের মধ্যে ব্যাপক আলোচনা চলছে। স্থানীয় প্রশাসন বিষয়টি খতিয়ে দেখছে এবং প্রয়োজনীয় ব্যবস্থা গ্রহণের আশ্বাস দিয়েছে। প্রত্যক্ষদর্শীরা জানান, ঘটনার পর থেকে এলাকায় উত্তেজনা বিরাজ করছে। পুলিশ ঘটনাস্থল পরিদর্শন করে তদন্ত শুরু করেছে। সংশ্লিষ্ট কর্মকর্তারা বলেন, দোষীদের আইনের আওতায় আনা হবে। এ বিষয়ে বিস্তারিত তথ্য পরবর্তীতে জানানো হবে। জনসাধারণকে সতর্ক থাকার পরামর্শ দেওয়া হয়েছে। [510, 126, 644, 178]
ad-phone: ০১৫৫৪৫৬৭৮৯২ [136, 167, 172, 174]
headline: বসুন্ধরা সিটি শপিং মলের সেকেন্ডে আগুন [407, 228, 495, 269]
classified-ad [94, 251, 172, 274]
headline: আওয়ামী লীগের [299, 372, 367, 384]
article-body: ঢাকা, শুক্রবার (বাংলাদেশ প্রতিদিন) — সংবাদ সূত্রে জানা যায়, এলাকার মানুষের মধ্যে ব্যাপক আলোচনা চলছে। স্থানীয় প্রশাসন বিষয়টি খতিয়ে দেখছে এবং প্রয়োজনীয় ব্যবস্থা গ্রহণের আশ্বাস দিয়েছে। প্রত্যক্ষদর্শীরা জানান, ঘটনার পর থেকে এলাকায় উত্তেজনা বিরাজ করছে। পুলিশ ঘটনাস্থল পরিদর্শন করে তদন্ত শুরু করেছে। সংশ্লিষ্ট কর্মকর্তারা বলেন, দোষীদের আইনের আওতায় আনা হবে। এ বিষয়ে বিস্তারিত তথ্য পরবর্তীতে জানানো হবে। জনসাধারণকে সতর্ক থাকার পরামর্শ দেওয়া হয়েছে। [510, 177, 644, 229]
article-body: ঢাকা, শুক্রবার (বাংলাদেশ প্রতিদিন) — সংবাদ সূত্রে জানা যায়, এলাকার মানুষের মধ্যে ব্যাপক আলোচনা চলছে। স্থানীয় প্রশাসন বিষয়টি খতিয়ে দেখছে এবং প্রয়োজনীয় ব্যবস্থা গ্রহণের আশ্বাস দিয়েছে। প্রত্যক্ষদর্শীরা জানান, ঘটনার পর থেকে এলাকায় উত্তেজনা বিরাজ করছে। পুলিশ ঘটনাস্থল পরিদর্শন করে তদন্ত শুরু করেছে। সংশ্লিষ্ট কর্মকর্তারা বলেন, দোষীদের আইনের আওতায় আনা হবে। এ বিষয়ে বিস্তারিত তথ্য পরবর্তীতে জানানো হবে। জনসাধারণকে সতর্ক থাকার পরামর্শ দেওয়া হয়েছে। [178, 99, 268, 176]
article-body: ঢাকা, শুক্রবার (বাংলাদেশ প্রতিদিন) — সংবাদ সূত্রে জানা যায়, এলাকার মানুষের মধ্যে ব্যাপক আলোচনা চলছে। স্থানীয় প্রশাসন বিষয়টি খতিয়ে দেখছে এবং প্রয়োজনীয় ব্যবস্থা গ্রহণের আশ্বাস দিয়েছে। প্রত্যক্ষদর্শীরা জানান, ঘটনার পর থেকে এলাকায় উত্তেজনা বিরাজ করছে। পুলিশ ঘটনাস্থল পরিদর্শন করে তদন্ত শুরু করেছে। সংশ্লিষ্ট কর্মকর্তারা বলেন, দোষীদের আইনের আওতায় আনা হবে। এ বিষয়ে বিস্তারিত তথ্য পরবর্তীতে জানানো হবে। জনসাধারণকে সতর্ক থাকার পরামর্শ দেওয়া হয়েছে। [274, 249, 392, 308]
article-body: ঢাকা, শুক্রবার (বাংলাদেশ প্রতিদিন) — সংবাদ সূত্রে জানা যায়, এলাকার মানুষের মধ্যে ব্যাপক আলোচনা চলছে। স্থানীয় প্রশাসন বিষয়টি খতিয়ে দেখছে এবং প্রয়োজনীয় ব্যবস্থা গ্রহণের আশ্বাস দিয়েছে। প্রত্যক্ষদর্শীরা জানান, ঘটনার পর থেকে এলাকায় উত্তেজনা বিরাজ করছে। পুলিশ ঘটনাস্থল পরিদর্শন করে তদন্ত শুরু করেছে। সংশ্লিষ্ট কর্মকর্তারা বলেন, দোষীদের আইনের আওতায় আনা হবে। এ বিষয়ে বিস্তারিত তথ্য পরবর্তীতে জানানো হবে। জনসাধারণকে সতর্ক থাকার পরামর্শ দেওয়া হয়েছে। [398, 612, 504, 677]
classified-ad [94, 57, 172, 80]
